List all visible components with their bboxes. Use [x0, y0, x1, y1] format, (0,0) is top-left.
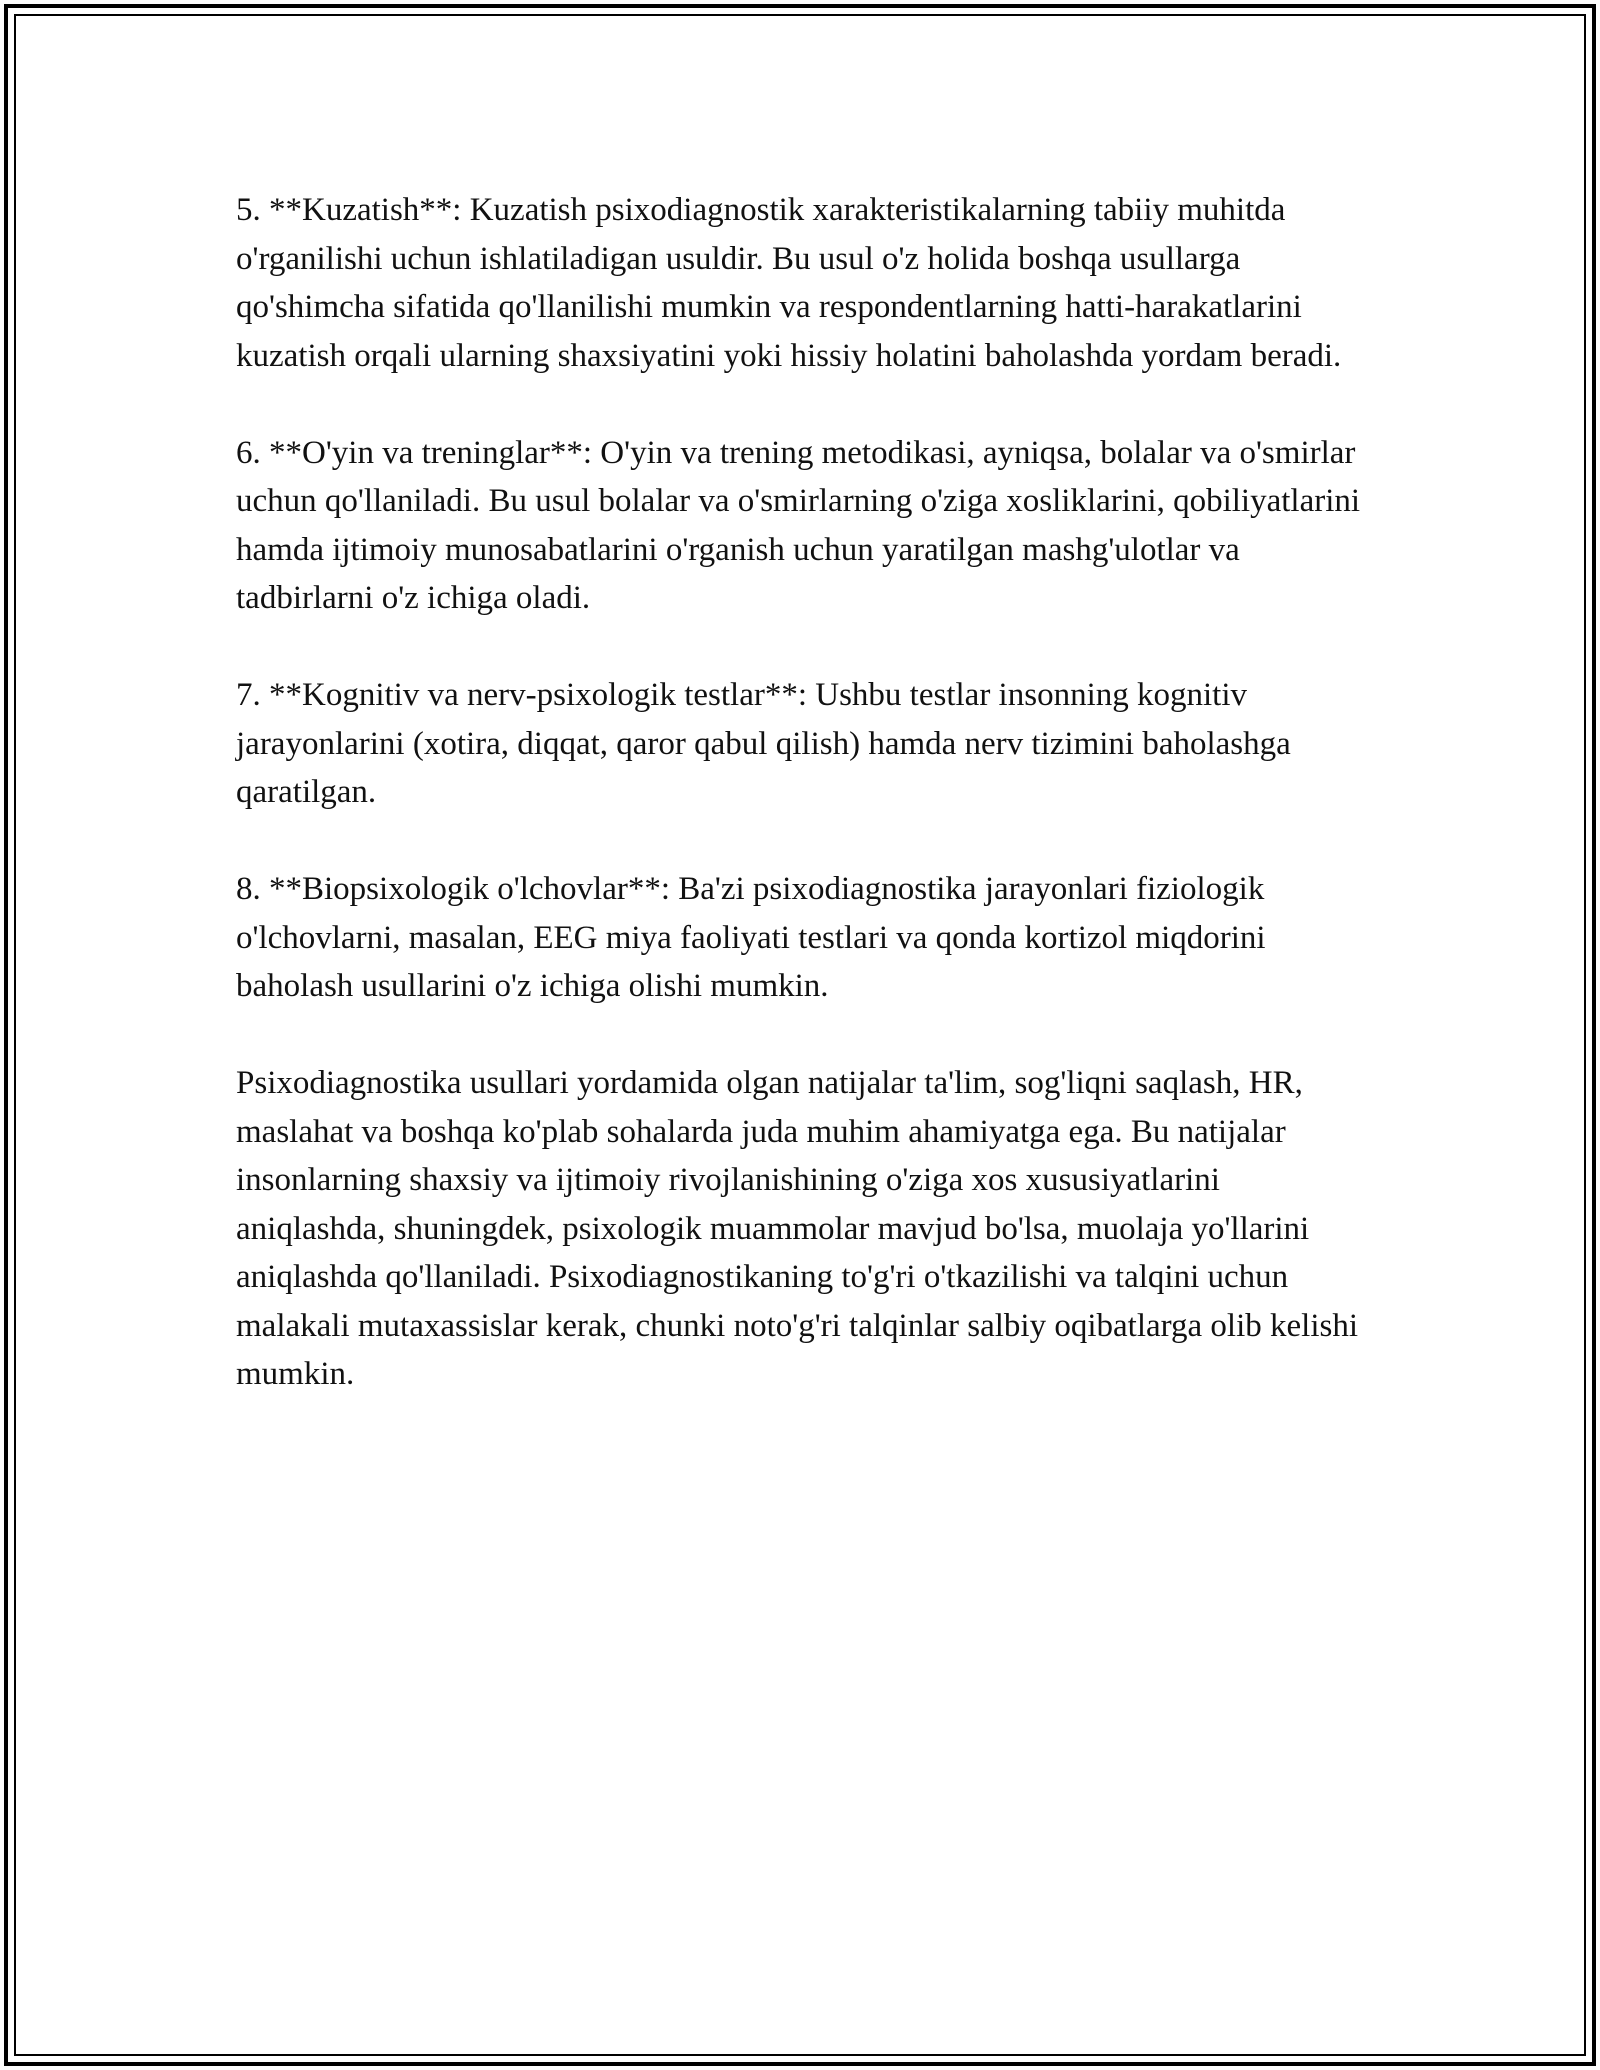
paragraph-oyin-treninglar: 6. **O'yin va treninglar**: O'yin va trening metodikasi, ayniqsa, bolalar va o'smirlar uchun qo'llaniladi. Bu usul bolalar va o'smirlarning o'ziga xosliklarini, qobiliyatlarini hamda ijtimoiy munosabatlarini o'rganish uchun yaratilgan mashg'ulotlar va tadbirlarni o'z ichiga oladi. [236, 434, 1361, 616]
paragraph-kuzatish: 5. **Kuzatish**: Kuzatish psixodiagnostik xarakteristikalarning tabiiy muhitda o'rganilishi uchun ishlatiladigan usuldir. Bu usul o'z holida boshqa usullarga qo'shimcha sifatida qo'llanilishi mumkin va respondentlarning hatti-harakatlarini kuzatish orqali ularning shaxsiyatini yoki hissiy holatini baholashda yordam beradi. [236, 192, 1342, 374]
document-body [236, 186, 1366, 1447]
paragraph-conclusion: Psixodiagnostika usullari yordamida olgan natijalar ta'lim, sog'liqni saqlash, HR, maslahat va boshqa ko'plab sohalarda juda muhim ahamiyatga ega. Bu natijalar insonlarning shaxsiy va ijtimoiy rivojlanishining o'ziga xos xususiyatlarini aniqlashda, shuningdek, psixologik muammolar mavjud bo'lsa, muolaja yo'llarini aniqlashda qo'llaniladi. Psixodiagnostikaning to'g'ri o'tkazilishi va talqini uchun malakali mutaxassislar kerak, chunki noto'g'ri talqinlar salbiy oqibatlarga olib kelishi mumkin. [236, 1065, 1359, 1392]
paragraph-kognitiv-testlar: 7. **Kognitiv va nerv-psixologik testlar**: Ushbu testlar insonning kognitiv jarayonlarini (xotira, diqqat, qaror qabul qilish) hamda nerv tizimini baholashga qaratilgan. [236, 677, 1291, 810]
paragraph-biopsixologik: 8. **Biopsixologik o'lchovlar**: Ba'zi psixodiagnostika jarayonlari fiziologik o'lchovlarni, masalan, EEG miya faoliyati testlari va qonda kortizol miqdorini baholash usullarini o'z ichiga olishi mumkin. [236, 871, 1266, 1004]
